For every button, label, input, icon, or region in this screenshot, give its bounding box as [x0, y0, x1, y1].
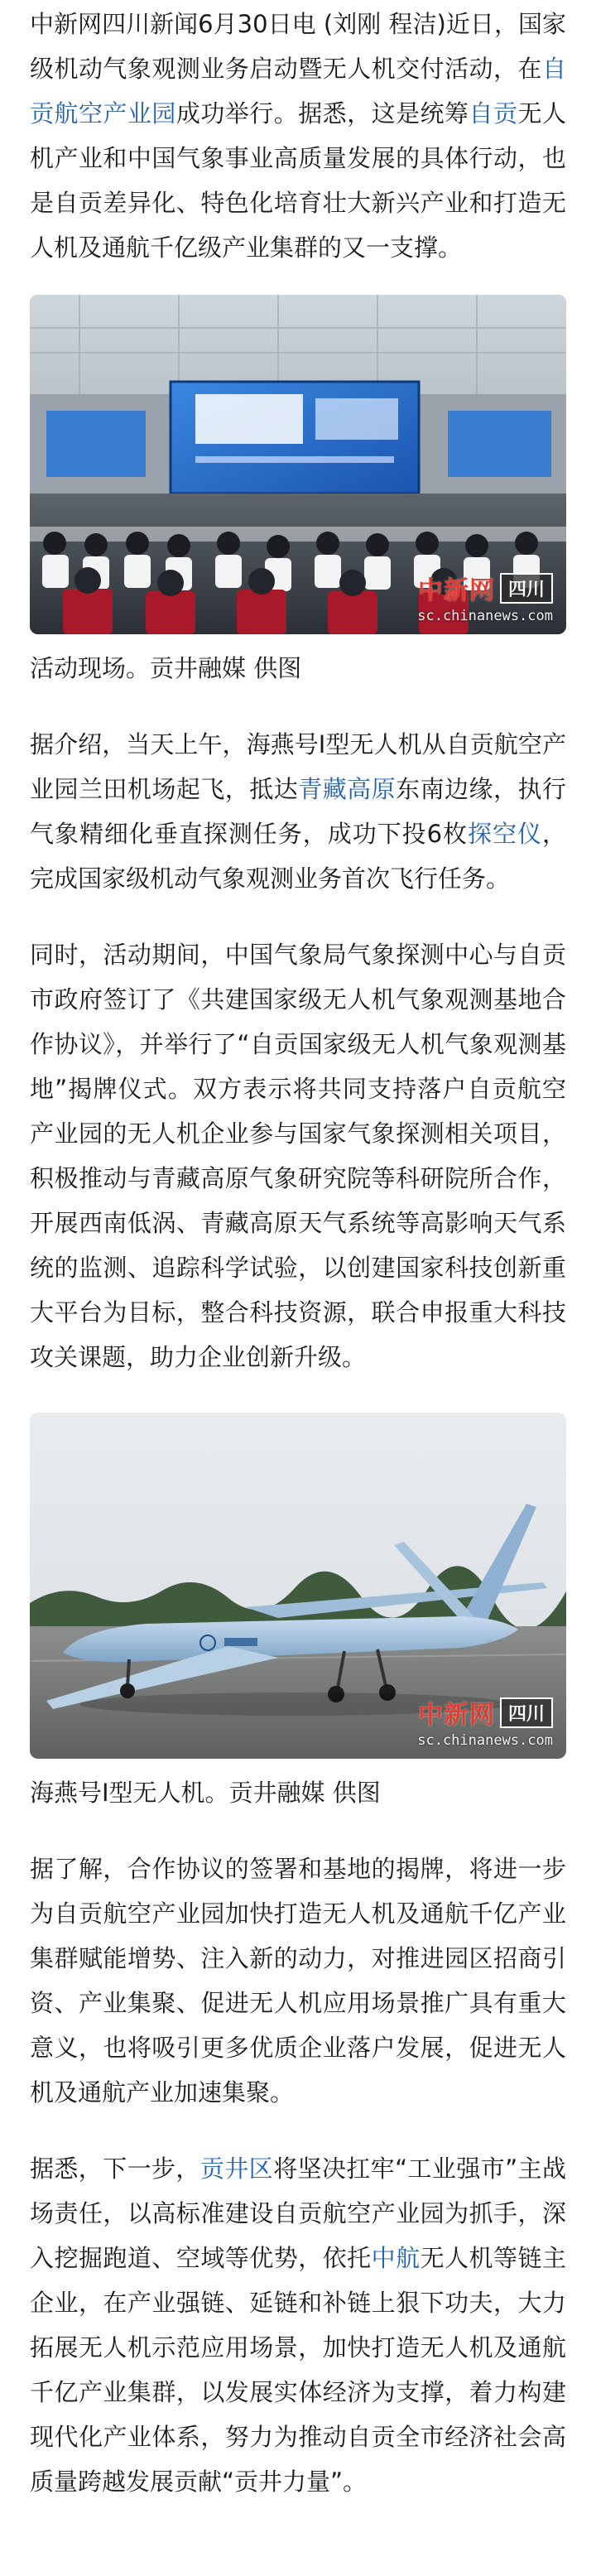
- region-badge: 四川: [500, 573, 553, 604]
- paragraph-text: 据介绍，当天上午，海燕号Ⅰ型无人机从自贡航空产业园兰田机场起飞，抵达: [30, 730, 566, 803]
- region-badge: 四川: [500, 1697, 553, 1728]
- link-gongjing-district[interactable]: 贡井区: [199, 2155, 274, 2183]
- link-avic[interactable]: 中航: [371, 2244, 421, 2272]
- paragraph-text: 无人机产业和中国气象事业高质量发展的具体行动，也是自贡差异化、特色化培育壮大新兴产业和打造无人机及通航千亿级产业集群的又一支撑。: [30, 99, 566, 262]
- paragraph-text: 中新网四川新闻6月30日电 (刘刚 程洁)近日，国家级机动气象观测业务启动暨无人机交付活动，在: [30, 10, 566, 83]
- paragraph-text: 东南边缘，执行气象精细化垂直探测任务，成功下投6枚: [30, 775, 566, 848]
- paragraph-text: 将坚决扛牢“工业强市”主战场责任，以高标准建设自贡航空产业园为抓手，深入挖掘跑道、空域等优势，依托: [30, 2155, 566, 2272]
- watermark-url: sc.chinanews.com: [417, 608, 553, 624]
- article-paragraph-5: [30, 2146, 566, 2504]
- chinanews-logo: 中新网: [417, 576, 495, 605]
- photo-uav[interactable]: [30, 1413, 566, 1759]
- paragraph-text: 成功举行。据悉，这是统筹: [175, 99, 469, 128]
- article-paragraph-2: [30, 722, 566, 901]
- photo-watermark: [417, 570, 553, 624]
- article-paragraph-1: [30, 0, 566, 270]
- chinanews-logo: 中新网: [417, 1701, 495, 1730]
- watermark-url: sc.chinanews.com: [417, 1732, 553, 1749]
- article-paragraph-3: 同时，活动期间，中国气象局气象探测中心与自贡市政府签订了《共建国家级无人机气象观测基地合作协议》，并举行了“自贡国家级无人机气象观测基地”揭牌仪式。双方表示将共同支持落户自贡航空产业园的无人机企业参与国家气象探测相关项目，积极推动与青藏高原气象研究院等科研院所合作，开展西南低涡、青藏高原天气系统等高影响天气系统的监测、追踪科学试验，以创建国家科技创新重大平台为目标，整合科技资源，联合申报重大科技攻关课题，助力企业创新升级。: [30, 941, 566, 1371]
- photo-caption-1: 活动现场。贡井融媒 供图: [30, 654, 302, 682]
- photo-caption-2: 海燕号Ⅰ型无人机。贡井融媒 供图: [30, 1779, 381, 1807]
- paragraph-text: 无人机等链主企业，在产业强链、延链和补链上狠下功夫，大力拓展无人机示范应用场景，加快打造无人机及通航千亿产业集群，以发展实体经济为支撑，着力构建现代化产业体系，努力为推动自贡全市经济社会高质量跨越发展贡献“贡井力量”。: [30, 2244, 566, 2496]
- photo-event-scene[interactable]: [30, 295, 566, 634]
- paragraph-text: ，完成国家级机动气象观测业务首次飞行任务。: [30, 820, 566, 893]
- article-paragraph-4: 据了解，合作协议的签署和基地的揭牌，将进一步为自贡航空产业园加快打造无人机及通航千亿产业集群赋能增势、注入新的动力，对推进园区招商引资、产业集聚、促进无人机应用场景推广具有重大意义，也将吸引更多优质企业落户发展，促进无人机及通航产业加速集聚。: [30, 1855, 566, 2107]
- link-zigong-aviation-park[interactable]: 自贡航空产业园: [30, 55, 566, 128]
- paragraph-text: 据悉，下一步，: [30, 2155, 200, 2183]
- photo-watermark: [417, 1694, 553, 1749]
- link-qinghai-tibet-plateau[interactable]: 青藏高原: [298, 775, 397, 803]
- link-zigong[interactable]: 自贡: [469, 99, 518, 128]
- link-radiosonde[interactable]: 探空仪: [468, 820, 542, 848]
